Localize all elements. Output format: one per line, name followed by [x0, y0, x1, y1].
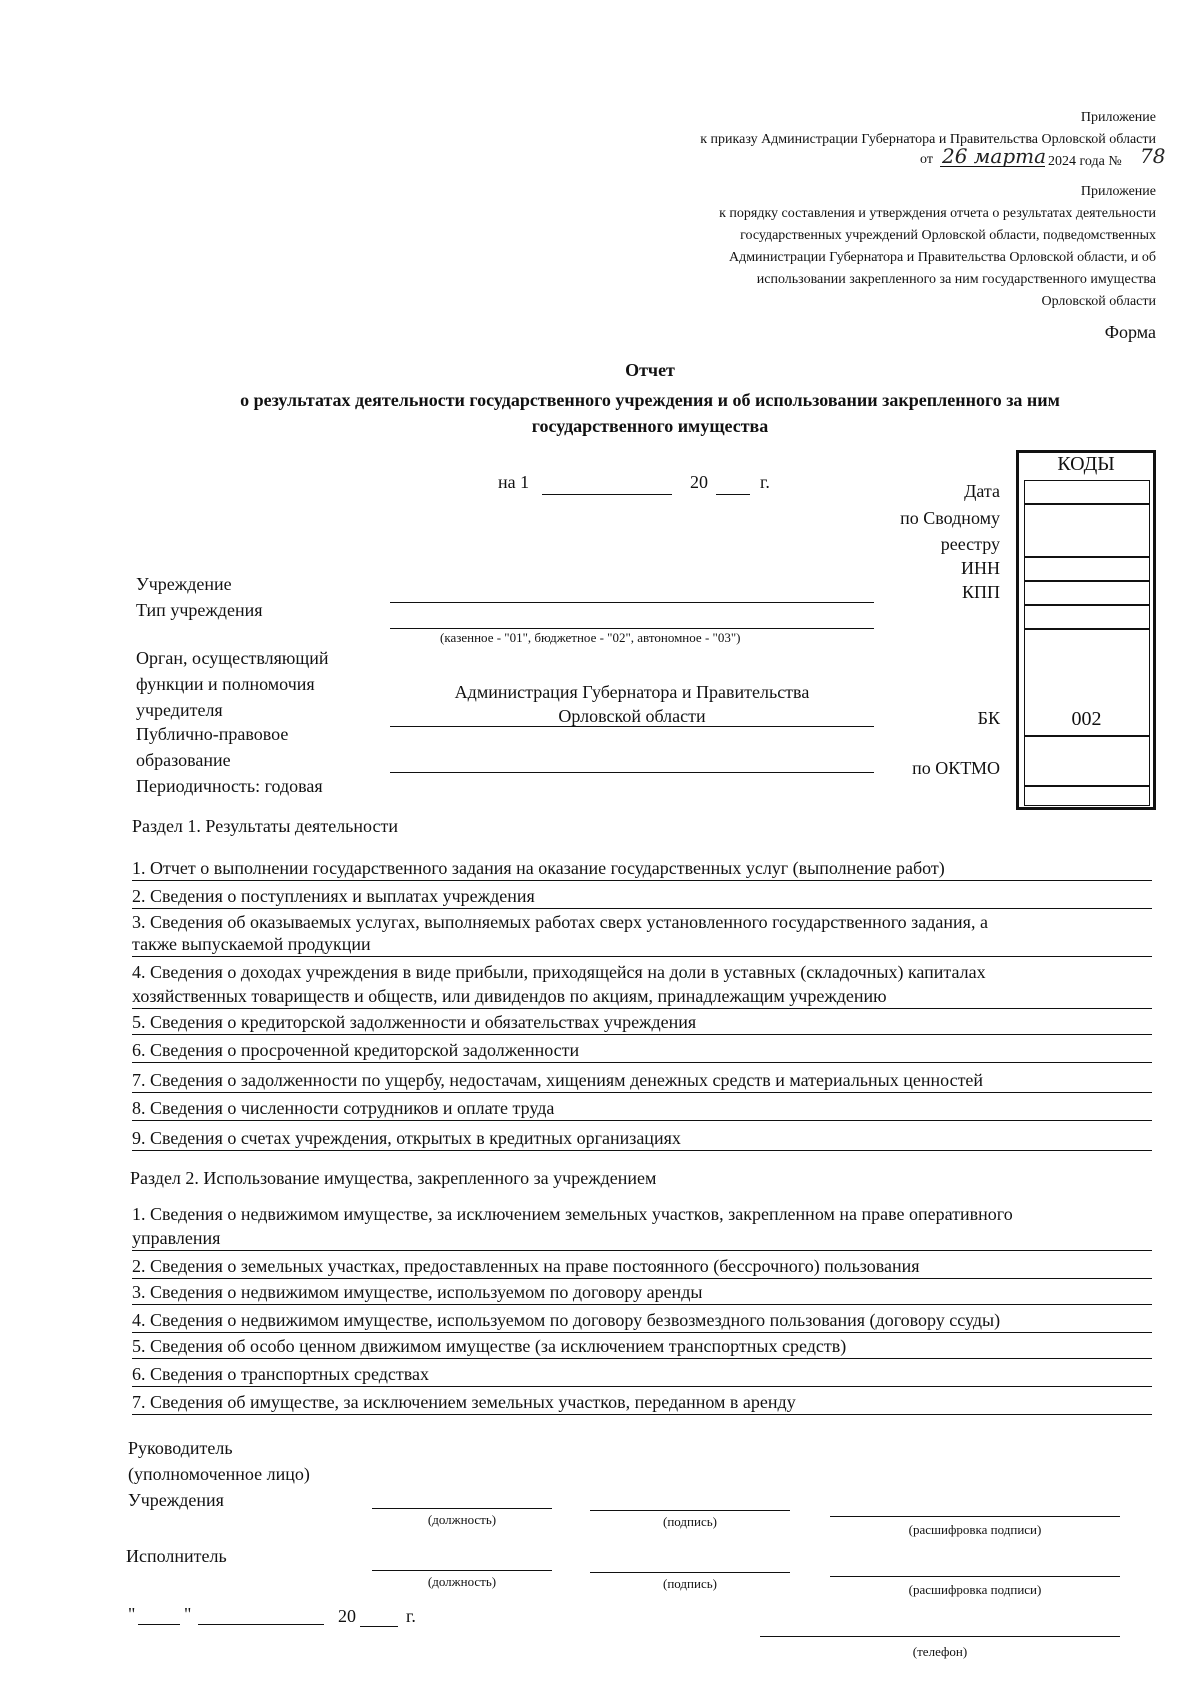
section2-item-line [132, 1250, 1152, 1251]
code-cell-bk [1024, 629, 1150, 736]
section1-item: 4. Сведения о доходах учреждения в виде прибыли, приходящейся на доли в уставных (складочных) капиталах [132, 962, 986, 982]
section1-item-line [132, 1062, 1152, 1063]
report-subtitle-line2: государственного имущества [531, 416, 769, 436]
section2-item-line [132, 1358, 1152, 1359]
bottom-year-prefix: 20 [338, 1606, 356, 1626]
field-institution-line[interactable] [390, 602, 874, 603]
date-day-month-line [542, 494, 672, 495]
appendix2-line: использовании закрепленного за ним государственного имущества [756, 272, 1156, 287]
executor-decoding-line[interactable] [830, 1576, 1120, 1577]
bottom-year-suffix: г. [406, 1606, 416, 1626]
section2-item-line [132, 1414, 1152, 1415]
report-subtitle-line1: о результатах деятельности государственного учреждения и об использовании закрепленного за ним [240, 390, 1060, 410]
executor-signature-caption: (подпись) [663, 1576, 717, 1591]
label-date: Дата [964, 481, 1000, 501]
section2-item: 4. Сведения о недвижимом имуществе, используемом по договору безвозмездного пользования (договору ссуды) [132, 1310, 1001, 1330]
code-cell-kpp [1024, 581, 1150, 605]
appendix1-order-text: к приказу Администрации Губернатора и Правительства Орловской области [700, 132, 1156, 147]
section2-item-line [132, 1386, 1152, 1387]
section1-item-line [132, 1120, 1152, 1121]
appendix2-line: Орловской области [1041, 294, 1156, 309]
field-organ-label: учредителя [136, 700, 223, 720]
field-type-hint: (казенное - "01", бюджетное - "02", автономное - "03") [440, 630, 741, 645]
section1-item-line [132, 1008, 1152, 1009]
head-position-line[interactable] [372, 1508, 552, 1509]
section1-item-line [132, 1092, 1152, 1093]
head-label: Руководитель [128, 1438, 233, 1458]
head-label: (уполномоченное лицо) [128, 1464, 310, 1484]
appendix2-line: к порядку составления и утверждения отчета о результатах деятельности [719, 206, 1156, 221]
field-ppo-line[interactable] [390, 772, 874, 773]
appendix1-from: от [920, 152, 933, 167]
label-oktmo: по ОКТМО [912, 758, 1000, 778]
head-label: Учреждения [128, 1490, 224, 1510]
field-institution-label: Учреждение [136, 574, 232, 594]
code-cell-extra [1024, 605, 1150, 629]
field-ppo-label: Публично-правовое [136, 724, 289, 744]
section1-item: 3. Сведения об оказываемых услугах, выполняемых работах сверх установленного государственного задания, а [132, 912, 988, 932]
date-quote-open: " [128, 1604, 136, 1624]
date-year-prefix: 20 [690, 472, 708, 492]
code-cell-date [1024, 480, 1150, 504]
label-kpp: КПП [961, 582, 1000, 602]
codes-header: КОДЫ [1057, 453, 1115, 475]
field-organ-line[interactable] [390, 726, 874, 727]
label-bk: БК [977, 708, 1000, 728]
field-type-line[interactable] [390, 628, 874, 629]
field-periodicity: Периодичность: годовая [136, 776, 323, 796]
appendix2-line: Администрации Губернатора и Правительства Орловской области, и об [728, 250, 1156, 265]
section1-item: 9. Сведения о счетах учреждения, открытых в кредитных организациях [132, 1128, 681, 1148]
section2-item-line [132, 1304, 1152, 1305]
field-ppo-label: образование [136, 750, 231, 770]
section1-item-line [132, 1150, 1152, 1151]
code-cell-svod [1024, 504, 1150, 557]
date-prefix: на 1 [498, 472, 530, 492]
appendix1-year: 2024 года № [1048, 154, 1122, 169]
executor-position-line[interactable] [372, 1570, 552, 1571]
executor-label: Исполнитель [126, 1546, 227, 1566]
field-organ-label: Орган, осуществляющий [136, 648, 329, 668]
section1-item: хозяйственных товариществ и обществ, или дивидендов по акциям, принадлежащим учреждению [132, 986, 887, 1006]
head-signature-caption: (подпись) [663, 1514, 717, 1529]
section2-item: 2. Сведения о земельных участках, предоставленных на праве постоянного (бессрочного) пользования [132, 1256, 920, 1276]
bottom-month-line[interactable] [198, 1624, 324, 1625]
section1-item: 2. Сведения о поступлениях и выплатах учреждения [132, 886, 535, 906]
bk-value: 002 [1071, 708, 1102, 730]
report-title: Отчет [625, 360, 675, 380]
date-quote-close: " [184, 1604, 192, 1624]
executor-position-caption: (должность) [427, 1574, 497, 1589]
section1-item: 6. Сведения о просроченной кредиторской задолженности [132, 1040, 580, 1060]
section2-item-line [132, 1278, 1152, 1279]
appendix1-date-handwritten: 26 марта [942, 144, 1047, 168]
appendix1-number-handwritten: 78 [1140, 144, 1166, 168]
appendix1-title: Приложение [1080, 110, 1156, 125]
section1-item: 1. Отчет о выполнении государственного задания на оказание государственных услуг (выполнение работ) [132, 858, 945, 878]
label-svod1: по Сводному [900, 508, 1000, 528]
section2-title: Раздел 2. Использование имущества, закрепленного за учреждением [130, 1168, 657, 1188]
section2-item: 7. Сведения об имуществе, за исключением земельных участков, переданном в аренду [132, 1392, 796, 1412]
section2-item: 3. Сведения о недвижимом имуществе, используемом по договору аренды [132, 1282, 703, 1302]
field-organ-label: функции и полномочия [136, 674, 315, 694]
label-inn: ИНН [961, 558, 1000, 578]
code-cell-inn [1024, 557, 1150, 581]
appendix2-title: Приложение [1080, 184, 1156, 199]
field-type-label: Тип учреждения [136, 600, 263, 620]
section1-item: 7. Сведения о задолженности по ущербу, недостачам, хищениям денежных средств и материальных ценностей [132, 1070, 984, 1090]
section1-item-line [132, 956, 1152, 957]
code-cell-last [1024, 786, 1150, 806]
section2-item: 6. Сведения о транспортных средствах [132, 1364, 430, 1384]
section1-item: также выпускаемой продукции [132, 934, 371, 954]
head-decoding-line[interactable] [830, 1516, 1120, 1517]
date-year-line [716, 494, 750, 495]
head-decoding-caption: (расшифровка подписи) [908, 1522, 1042, 1537]
section1-item-line [132, 1034, 1152, 1035]
head-position-caption: (должность) [427, 1512, 497, 1527]
appendix2-line: государственных учреждений Орловской области, подведомственных [740, 228, 1156, 243]
section2-item: 1. Сведения о недвижимом имуществе, за исключением земельных участков, закрепленном на праве оперативного [132, 1204, 1013, 1224]
field-organ-value-line1: Администрация Губернатора и Правительства [454, 682, 810, 702]
head-signature-line[interactable] [590, 1510, 790, 1511]
code-cell-oktmo [1024, 736, 1150, 786]
phone-caption: (телефон) [912, 1644, 968, 1659]
codes-box [1016, 450, 1156, 810]
section1-title: Раздел 1. Результаты деятельности [132, 816, 398, 836]
date-suffix: г. [760, 472, 770, 492]
section1-item-line [132, 880, 1152, 881]
executor-decoding-caption: (расшифровка подписи) [908, 1582, 1042, 1597]
section1-item: 8. Сведения о численности сотрудников и оплате труда [132, 1098, 555, 1118]
label-svod2: реестру [940, 534, 1000, 554]
section1-item-line [132, 908, 1152, 909]
field-organ-value-line2: Орловской области [558, 706, 706, 726]
appendix1-date-line [940, 166, 1045, 167]
bottom-year-line[interactable] [360, 1626, 398, 1627]
section1-item: 5. Сведения о кредиторской задолженности и обязательствах учреждения [132, 1012, 697, 1032]
bottom-day-line[interactable] [138, 1624, 180, 1625]
phone-line[interactable] [760, 1636, 1120, 1637]
section2-item-line [132, 1332, 1152, 1333]
section2-item: 5. Сведения об особо ценном движимом имуществе (за исключением транспортных средств) [132, 1336, 847, 1356]
executor-signature-line[interactable] [590, 1572, 790, 1573]
section2-item: управления [132, 1228, 221, 1248]
form-label: Форма [1104, 322, 1156, 342]
